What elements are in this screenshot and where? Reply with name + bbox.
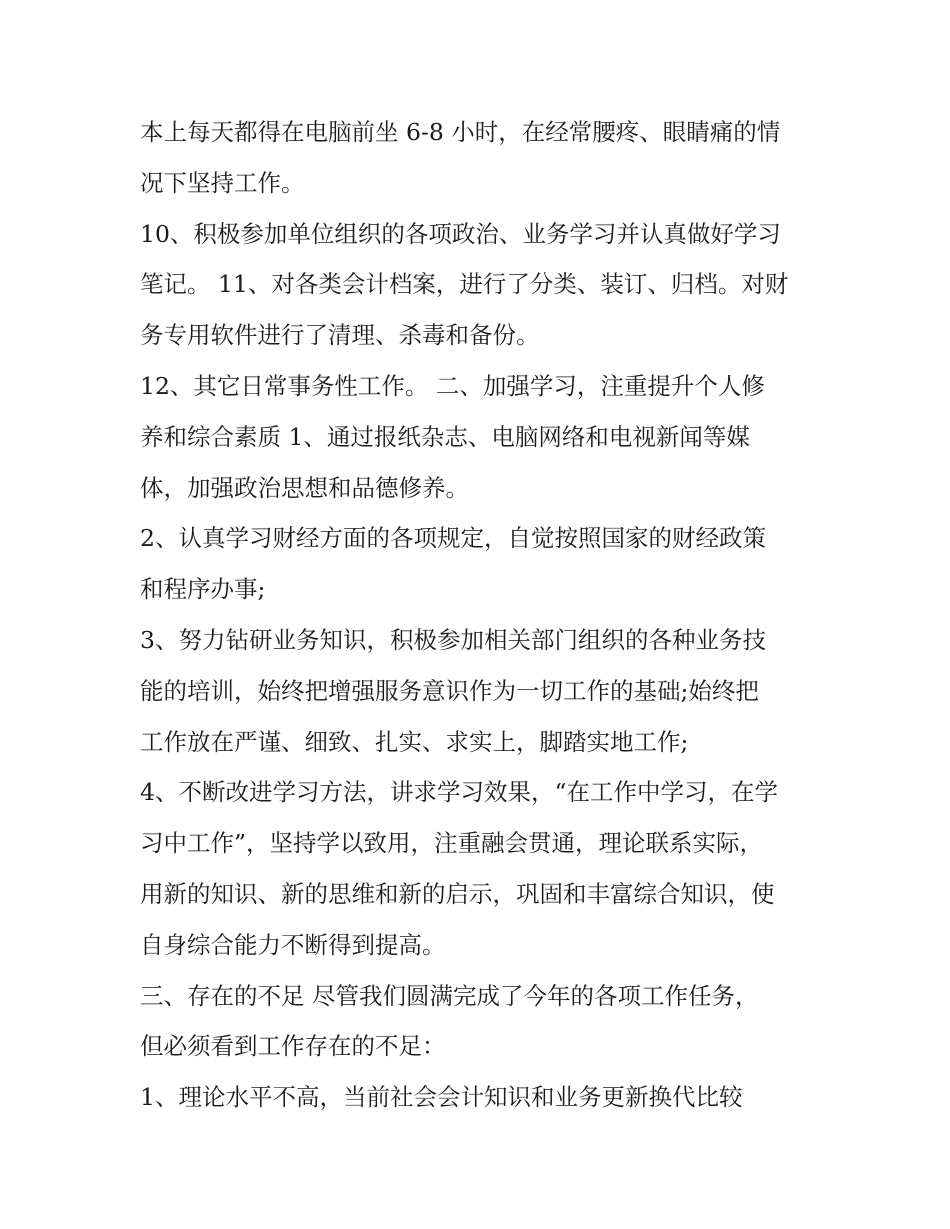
document-body bbox=[140, 107, 820, 1123]
text-line: 自身综合能力不断得到提高。 bbox=[140, 930, 446, 959]
text-line: 笔记。 11、对各类会计档案，进行了分类、装订、归档。对财 bbox=[140, 270, 789, 299]
text-line: 和程序办事; bbox=[140, 575, 266, 604]
text-line: 4、不断改进学习方法，讲求学习效果，“在工作中学习，在学 bbox=[140, 778, 778, 807]
text-line: 工作放在严谨、细致、扎实、求实上，脚踏实地工作; bbox=[140, 727, 689, 756]
text-line: 用新的知识、新的思维和新的启示，巩固和丰富综合知识，使 bbox=[140, 879, 775, 908]
text-line: 2、认真学习财经方面的各项规定，自觉按照国家的财经政策 bbox=[140, 524, 766, 553]
text-line: 况下坚持工作。 bbox=[140, 168, 305, 197]
text-line: 但必须看到工作存在的不足： bbox=[140, 1032, 446, 1061]
text-line: 12、其它日常事务性工作。 二、加强学习，注重提升个人修 bbox=[140, 371, 765, 400]
text-line: 习中工作”，坚持学以致用，注重融会贯通，理论联系实际， bbox=[140, 829, 764, 858]
text-line: 10、积极参加单位组织的各项政治、业务学习并认真做好学习 bbox=[140, 219, 781, 248]
text-line: 1、理论水平不高，当前社会会计知识和业务更新换代比较 bbox=[140, 1083, 743, 1112]
text-line: 本上每天都得在电脑前坐 6-8 小时，在经常腰疼、眼睛痛的情 bbox=[140, 118, 781, 146]
text-line: 养和综合素质 1、通过报纸杂志、电脑网络和电视新闻等媒 bbox=[140, 422, 750, 451]
text-line: 三、存在的不足 尽管我们圆满完成了今年的各项工作任务， bbox=[140, 981, 759, 1010]
text-line: 务专用软件进行了清理、杀毒和备份。 bbox=[140, 321, 540, 350]
text-line: 能的培训，始终把增强服务意识作为一切工作的基础;始终把 bbox=[140, 676, 759, 705]
text-line: 3、努力钻研业务知识，积极参加相关部门组织的各种业务技 bbox=[140, 625, 766, 654]
text-line: 体，加强政治思想和品德修养。 bbox=[140, 473, 469, 502]
